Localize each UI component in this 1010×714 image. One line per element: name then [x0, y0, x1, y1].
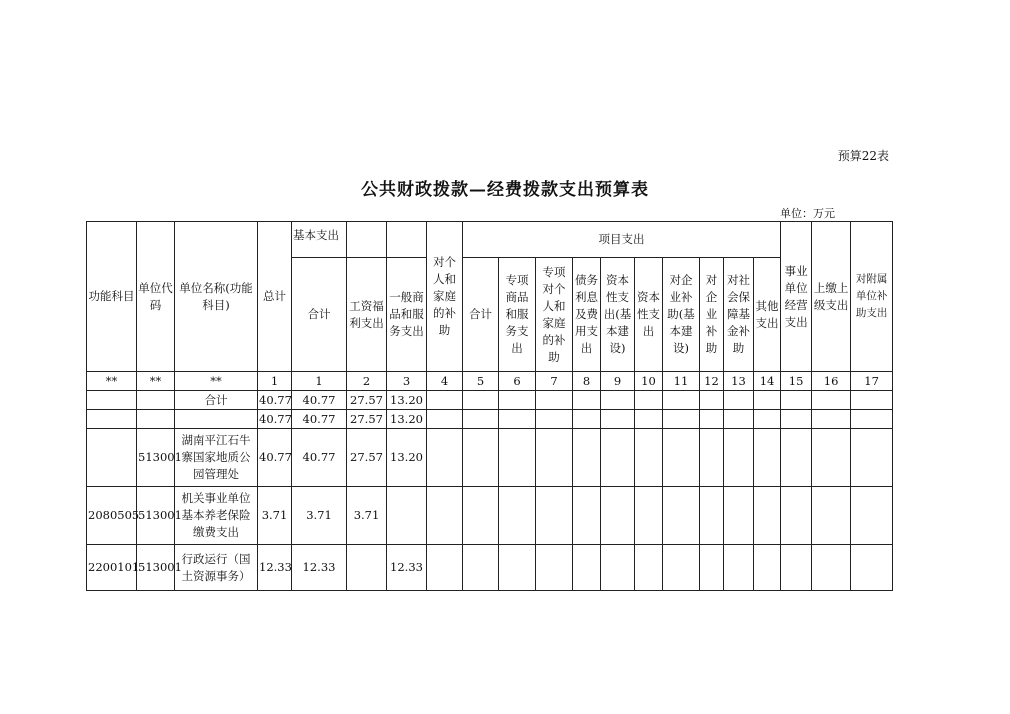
unit-code-cell: [137, 391, 175, 410]
header-capital: 资本性支出: [635, 258, 663, 372]
goods-cell: 12.33: [387, 545, 427, 591]
header-upper-payment: 上缴上级支出: [812, 222, 851, 372]
func-code-cell: 2080505: [87, 487, 137, 545]
table-row: [87, 410, 893, 429]
goods-cell: 13.20: [387, 429, 427, 487]
page-title: 公共财政拨款—经费拨款支出预算表: [361, 180, 649, 200]
index-cell: **: [87, 372, 137, 391]
header-blank: [387, 222, 427, 258]
func-code-cell: [87, 410, 137, 429]
wages-cell: 27.57: [347, 429, 387, 487]
index-cell: 11: [663, 372, 700, 391]
total-cell: 3.71: [258, 487, 292, 545]
wages-cell: 27.57: [347, 391, 387, 410]
func-code-cell: [87, 391, 137, 410]
header-business-expense: 事业单位经营支出: [781, 222, 812, 372]
unit-label: 单位：万元: [780, 207, 835, 220]
basic-subtotal-cell: 12.33: [292, 545, 347, 591]
unit-code-cell: [137, 410, 175, 429]
total-cell: 40.77: [258, 429, 292, 487]
table-number: 预算22表: [837, 149, 889, 163]
total-cell: 12.33: [258, 545, 292, 591]
basic-subtotal-cell: 40.77: [292, 429, 347, 487]
index-cell: 10: [635, 372, 663, 391]
goods-cell: [387, 487, 427, 545]
unit-code-cell: 513001: [137, 545, 175, 591]
goods-cell: 13.20: [387, 410, 427, 429]
header-debt-interest: 债务利息及费用支出: [573, 258, 601, 372]
wages-cell: 27.57: [347, 410, 387, 429]
index-cell: 16: [812, 372, 851, 391]
header-unit-code: 单位代码: [137, 222, 175, 372]
index-cell: 7: [536, 372, 573, 391]
header-total: 总计: [258, 222, 292, 372]
header-goods-services: 一般商品和服务支出: [387, 258, 427, 372]
index-cell: 12: [700, 372, 724, 391]
index-cell: 1: [292, 372, 347, 391]
index-cell: 2: [347, 372, 387, 391]
unit-name-cell: 行政运行（国土资源事务）: [175, 545, 258, 591]
header-special-household: 专项对个人和家庭的补助: [536, 258, 573, 372]
index-cell: 5: [463, 372, 499, 391]
index-cell: **: [175, 372, 258, 391]
basic-subtotal-cell: 40.77: [292, 391, 347, 410]
goods-cell: 13.20: [387, 391, 427, 410]
header-enterprise-subsidy: 对企业补助: [700, 258, 724, 372]
header-household-subsidy: 对个人和家庭的补助: [427, 222, 463, 372]
unit-name-cell: 合计: [175, 391, 258, 410]
wages-cell: 3.71: [347, 487, 387, 545]
index-cell: 3: [387, 372, 427, 391]
index-cell: 1: [258, 372, 292, 391]
header-blank: [347, 222, 387, 258]
table-row: [87, 545, 893, 591]
header-basic-group: 基本支出: [292, 222, 347, 258]
unit-name-cell: 湖南平江石牛寨国家地质公园管理处: [175, 429, 258, 487]
header-affiliated-subsidy: 对附属单位补助支出: [851, 222, 893, 372]
index-cell: 6: [499, 372, 536, 391]
header-other: 其他支出: [754, 258, 781, 372]
header-special-goods: 专项商品和服务支出: [499, 258, 536, 372]
header-func-code: 功能科目: [87, 222, 137, 372]
header-basic-subtotal: 合计: [292, 258, 347, 372]
budget-table: [86, 221, 893, 591]
header-wages: 工资福利支出: [347, 258, 387, 372]
table-row: [87, 487, 893, 545]
basic-subtotal-cell: 3.71: [292, 487, 347, 545]
header-unit-name: 单位名称(功能科目): [175, 222, 258, 372]
unit-code-cell: 513001: [137, 429, 175, 487]
header-project-group: 项目支出: [463, 222, 781, 258]
header-social-security: 对社会保障基金补助: [724, 258, 754, 372]
index-cell: 9: [601, 372, 635, 391]
total-cell: 40.77: [258, 410, 292, 429]
basic-subtotal-cell: 40.77: [292, 410, 347, 429]
unit-name-cell: [175, 410, 258, 429]
index-cell: 14: [754, 372, 781, 391]
func-code-cell: [87, 429, 137, 487]
unit-code-cell: 513001: [137, 487, 175, 545]
wages-cell: [347, 545, 387, 591]
header-capital-construction: 资本性支出(基本建设): [601, 258, 635, 372]
total-cell: 40.77: [258, 391, 292, 410]
index-cell: 8: [573, 372, 601, 391]
index-cell: 17: [851, 372, 893, 391]
header-project-subtotal: 合计: [463, 258, 499, 372]
unit-name-cell: 机关事业单位基本养老保险缴费支出: [175, 487, 258, 545]
index-cell: 4: [427, 372, 463, 391]
header-enterprise-construction: 对企业补助(基本建设): [663, 258, 700, 372]
table-row: [87, 391, 893, 410]
index-cell: **: [137, 372, 175, 391]
index-cell: 13: [724, 372, 754, 391]
func-code-cell: 2200101: [87, 545, 137, 591]
index-cell: 15: [781, 372, 812, 391]
table-row: [87, 429, 893, 487]
